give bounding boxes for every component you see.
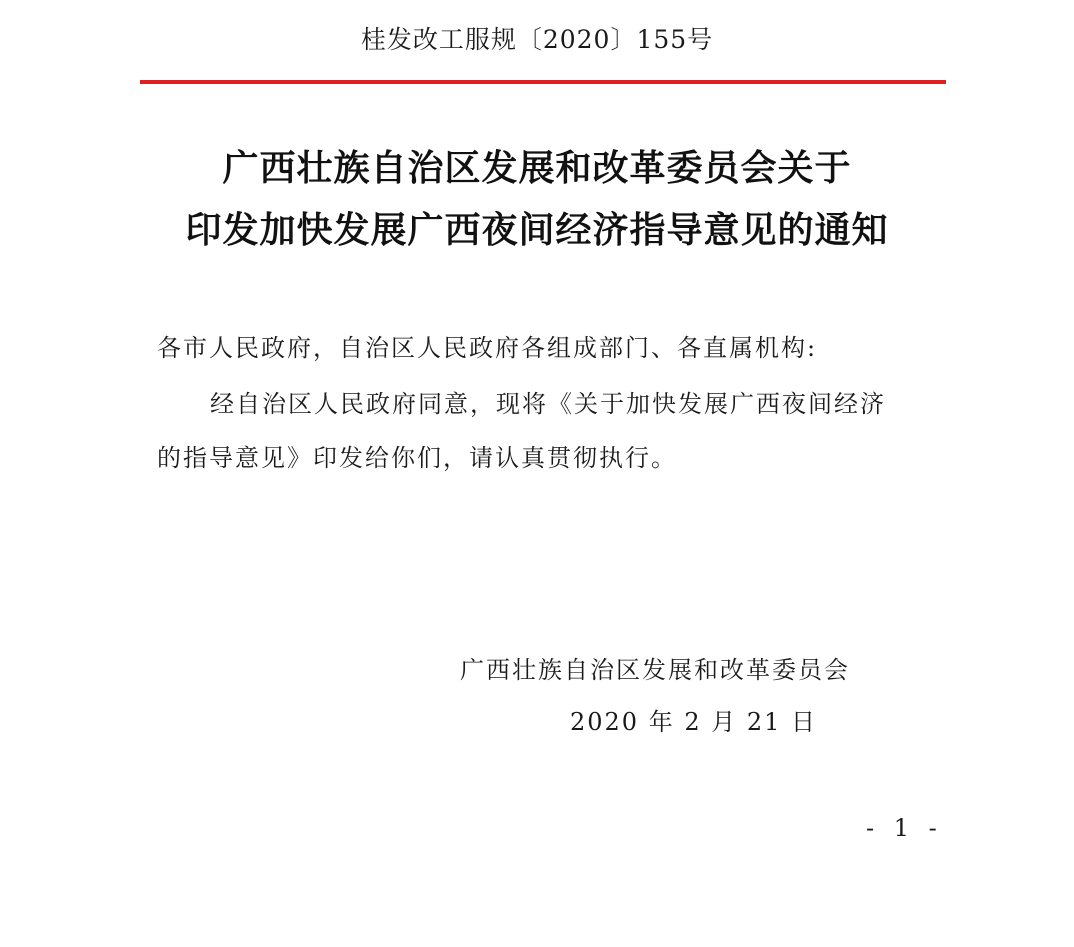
signature-date: 2020 年 2 月 21 日 xyxy=(570,708,818,736)
document-title xyxy=(0,138,1074,262)
red-header-rule xyxy=(140,80,946,84)
title-line-2: 印发加快发展广西夜间经济指导意见的通知 xyxy=(185,210,889,251)
salutation: 各市人民政府，自治区人民政府各组成部门、各直属机构: xyxy=(157,334,818,362)
page-number: - 1 - xyxy=(866,814,943,842)
signature-organization: 广西壮族自治区发展和改革委员会 xyxy=(460,656,850,684)
body-paragraph-line-2: 的指导意见》印发给你们，请认真贯彻执行。 xyxy=(157,444,677,472)
document-number: 桂发改工服规〔2020〕155号 xyxy=(360,25,714,54)
title-line-1: 广西壮族自治区发展和改革委员会关于 xyxy=(222,148,852,189)
body-paragraph-line-1: 经自治区人民政府同意，现将《关于加快发展广西夜间经济 xyxy=(210,390,886,418)
